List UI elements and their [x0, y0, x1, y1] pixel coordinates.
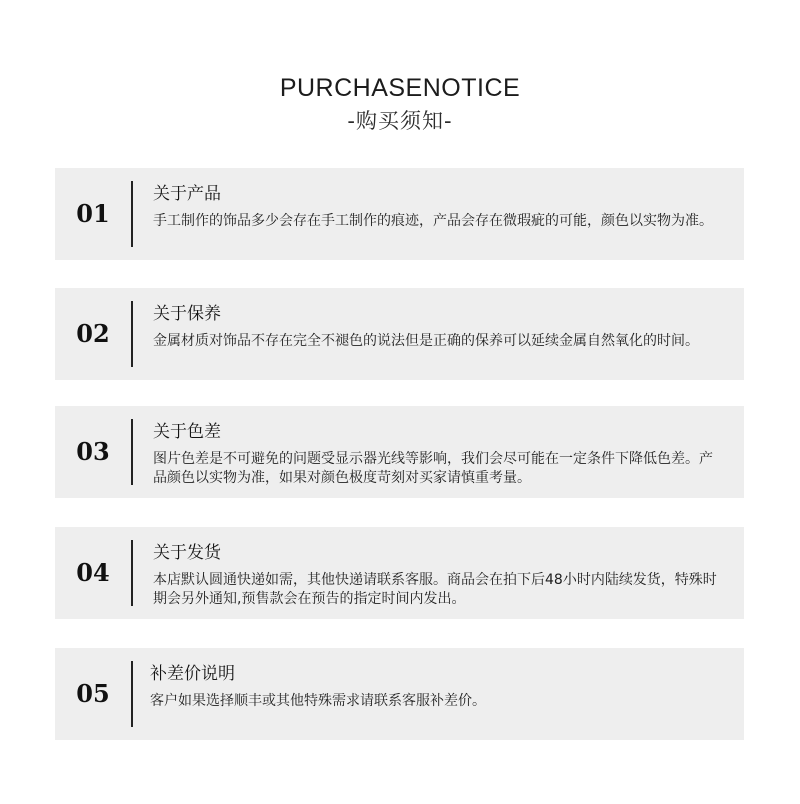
notice-text: 金属材质对饰品不存在完全不褪色的说法但是正确的保养可以延续金属自然氧化的时间。 — [153, 333, 699, 349]
card-divider — [131, 419, 133, 485]
notice-text: 手工制作的饰品多少会存在手工制作的痕迹，产品会存在微瑕疵的可能，颜色以实物为准。 — [153, 213, 713, 229]
page-header — [0, 73, 800, 135]
notice-heading: 关于产品 — [153, 184, 221, 204]
notice-body — [153, 420, 724, 488]
notice-body — [153, 541, 724, 609]
notice-body — [153, 302, 724, 351]
notice-heading: 关于保养 — [153, 304, 221, 324]
card-divider — [131, 301, 133, 367]
notice-card-shipping — [55, 527, 744, 619]
page-title-english: PURCHASENOTICE — [279, 74, 521, 102]
notice-heading: 补差价说明 — [150, 664, 235, 684]
notice-number: 05 — [76, 679, 110, 708]
page-title-chinese: -购买须知- — [347, 109, 453, 133]
notice-number: 04 — [76, 558, 110, 587]
notice-number: 01 — [76, 199, 110, 228]
notice-number: 02 — [76, 319, 110, 348]
notice-text: 图片色差是不可避免的问题受显示器光线等影响，我们会尽可能在一定条件下降低色差。产品颜色以实物为准，如果对颜色极度苛刻对买家请慎重考量。 — [153, 451, 713, 486]
notice-body — [150, 662, 724, 711]
notice-text: 客户如果选择顺丰或其他特殊需求请联系客服补差价。 — [150, 693, 486, 709]
notice-card-product — [55, 168, 744, 260]
card-divider — [131, 540, 133, 606]
notice-heading: 关于色差 — [153, 422, 221, 442]
card-divider — [131, 181, 133, 247]
card-divider — [131, 661, 133, 727]
notice-card-color-difference — [55, 406, 744, 498]
notice-number: 03 — [76, 437, 110, 466]
notice-body — [153, 182, 724, 231]
notice-card-maintenance — [55, 288, 744, 380]
notice-heading: 关于发货 — [153, 543, 221, 563]
notice-text: 本店默认圆通快递如需，其他快递请联系客服。商品会在拍下后48小时内陆续发货，特殊时期会另外通知,预售款会在预告的指定时间内发出。 — [153, 572, 717, 607]
notice-card-price-difference — [55, 648, 744, 740]
